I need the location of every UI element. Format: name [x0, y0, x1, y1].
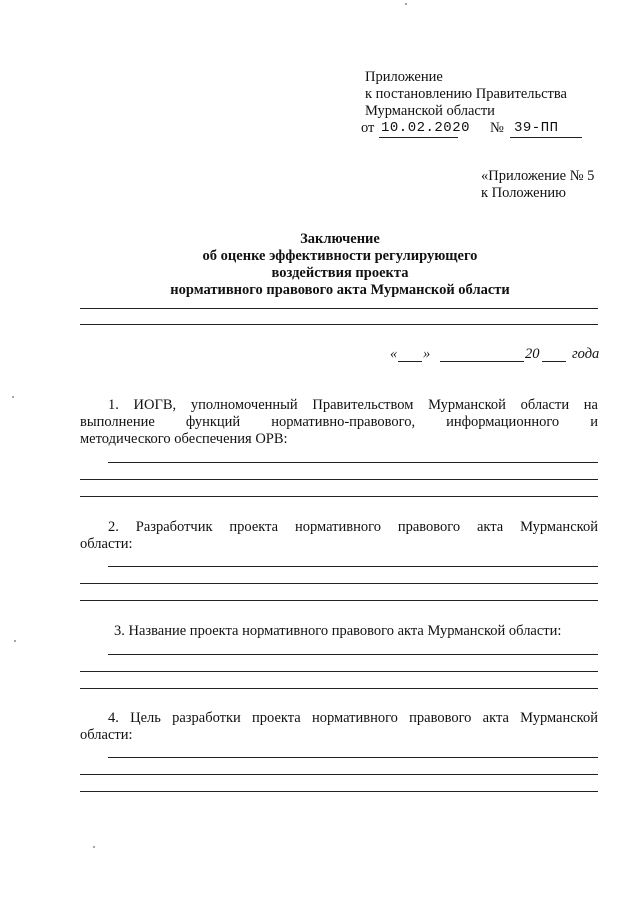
word: Разработчик	[135, 519, 213, 535]
word: ИОГВ,	[133, 397, 177, 413]
header-number-value: 39-ПП	[514, 120, 559, 136]
scan-speck	[93, 846, 95, 848]
appendix-line-1: «Приложение № 5	[481, 168, 595, 184]
section-3-line-1: 3. Название проекта нормативного правового акта Мурманской области:	[114, 623, 562, 639]
scan-speck	[14, 640, 16, 642]
number-underline	[510, 137, 582, 138]
date-underline	[379, 137, 458, 138]
word: 4.	[108, 710, 119, 726]
section-1-line-1	[108, 397, 598, 414]
word: проекта	[252, 710, 301, 726]
section-2-blank-3[interactable]	[80, 600, 598, 601]
day-blank[interactable]	[398, 361, 422, 362]
word: правового	[409, 710, 472, 726]
month-blank[interactable]	[440, 361, 524, 362]
section-3-blank-1[interactable]	[108, 654, 598, 655]
date-quote-open: «	[390, 346, 398, 362]
date-quote-close: »	[423, 346, 431, 362]
header-date-value: 10.02.2020	[381, 120, 471, 136]
appendix-line-2: к Положению	[481, 185, 566, 201]
header-date-prefix: от	[361, 120, 375, 136]
word: Мурманской	[520, 519, 598, 535]
section-1-blank-1[interactable]	[108, 462, 598, 463]
section-4-line-2: области:	[80, 727, 133, 743]
header-number-prefix: №	[490, 120, 504, 136]
header-line-3: Мурманской области	[365, 103, 495, 119]
word: правового	[397, 519, 461, 535]
word: проекта	[229, 519, 279, 535]
section-2-line-2: области:	[80, 536, 133, 552]
section-1-line-2	[80, 414, 598, 431]
title-line-3: воздействия проекта	[271, 265, 409, 281]
word: Мурманской	[428, 397, 506, 413]
section-4-blank-1[interactable]	[108, 757, 598, 758]
year-prefix: 20	[525, 346, 540, 362]
section-3-blank-2[interactable]	[80, 671, 598, 672]
word: акта	[476, 519, 504, 535]
section-2-line-1	[108, 519, 598, 536]
section-2-blank-2[interactable]	[80, 583, 598, 584]
section-3-blank-3[interactable]	[80, 688, 598, 689]
word: Мурманской	[520, 710, 598, 726]
word: нормативного	[294, 519, 381, 535]
word: нормативного	[311, 710, 398, 726]
section-1-blank-3[interactable]	[80, 496, 598, 497]
word: уполномоченный	[190, 397, 298, 413]
section-1-line-3: методического обеспечения ОРВ:	[80, 431, 288, 447]
header-line-1: Приложение	[365, 69, 443, 85]
section-2-blank-1[interactable]	[108, 566, 598, 567]
word: функций	[185, 414, 241, 430]
section-1-blank-2[interactable]	[80, 479, 598, 480]
word: области	[520, 397, 570, 413]
word: и	[590, 414, 598, 430]
word: 2.	[108, 519, 119, 535]
title-line-2: об оценке эффективности регулирующего	[202, 248, 478, 264]
header-line-2: к постановлению Правительства	[365, 86, 567, 102]
section-4-blank-3[interactable]	[80, 791, 598, 792]
word: акта	[482, 710, 509, 726]
word: нормативно-правового,	[271, 414, 416, 430]
title-line-4: нормативного правового акта Мурманской области	[170, 282, 510, 298]
scan-speck	[405, 3, 407, 5]
word: разработки	[172, 710, 241, 726]
scan-speck	[12, 396, 14, 398]
document-title: Заключение	[300, 231, 380, 247]
word: информационного	[446, 414, 560, 430]
word: 1.	[108, 397, 119, 413]
word: Цель	[130, 710, 161, 726]
year-blank[interactable]	[542, 361, 566, 362]
word: выполнение	[80, 414, 155, 430]
word: Правительством	[312, 397, 414, 413]
title-blank-line-2[interactable]	[80, 324, 598, 325]
section-4-line-1	[108, 710, 598, 727]
word: на	[583, 397, 598, 413]
section-4-blank-2[interactable]	[80, 774, 598, 775]
year-suffix: года	[572, 346, 600, 362]
title-blank-line-1[interactable]	[80, 308, 598, 309]
